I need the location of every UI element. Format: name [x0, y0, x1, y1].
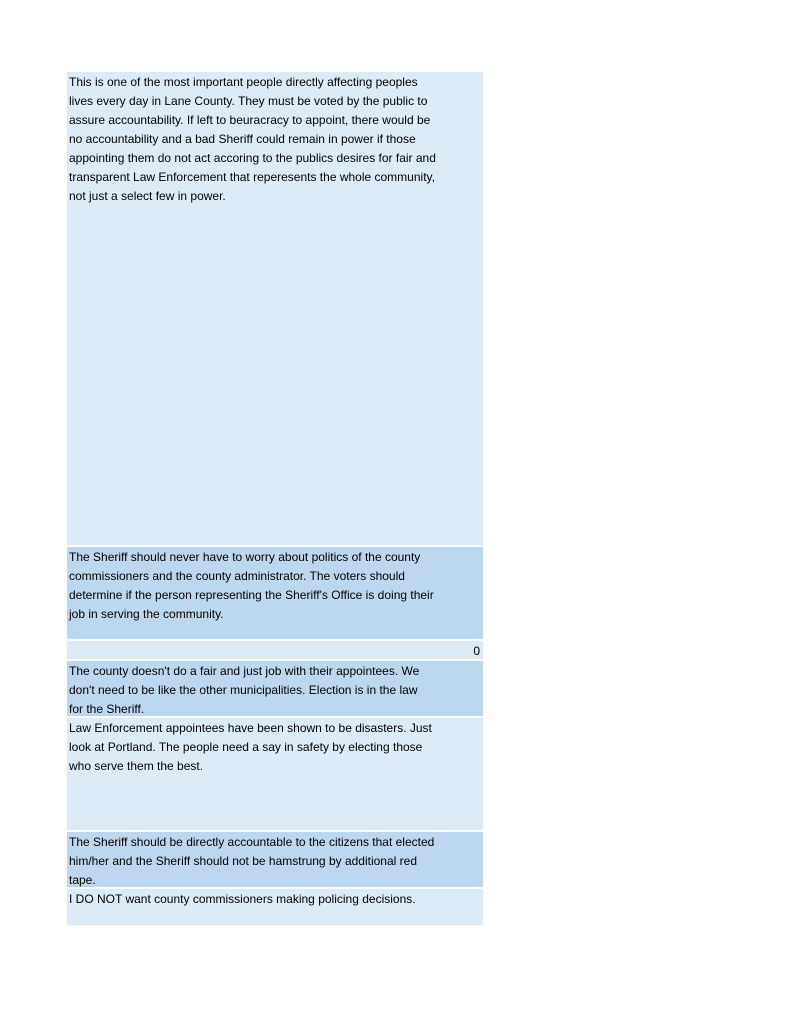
response-cell-5: The Sheriff should be directly accountable to the citizens that elected him/her and the Sheriff should not be hamstrung by additional red tape.	[67, 832, 483, 889]
response-cell-2: The Sheriff should never have to worry about politics of the county commissioners and the county administrator. The voters should determine if the person representing the Sheriff's Office is doing their job in serving the community.	[67, 547, 483, 641]
response-cell-3: The county doesn't do a fair and just job with their appointees. We don't need to be like the other municipalities. Election is in the law for the Sheriff.	[67, 661, 483, 718]
spreadsheet-column	[67, 72, 483, 925]
response-cell-1: This is one of the most important people directly affecting peoples lives every day in Lane County. They must be voted by the public to assure accountability. If left to beuracracy to appoint, there would be no accountability and a bad Sheriff could remain in power if those appointing them do not act accoring to the publics desires for fair and transparent Law Enforcement that reperesents the whole community, not just a select few in power.	[67, 72, 483, 547]
response-cell-6: I DO NOT want county commissioners making policing decisions.	[67, 889, 483, 925]
response-cell-4: Law Enforcement appointees have been shown to be disasters. Just look at Portland. The people need a say in safety by electing those who serve them the best.	[67, 718, 483, 832]
numeric-cell: 0	[67, 641, 483, 661]
